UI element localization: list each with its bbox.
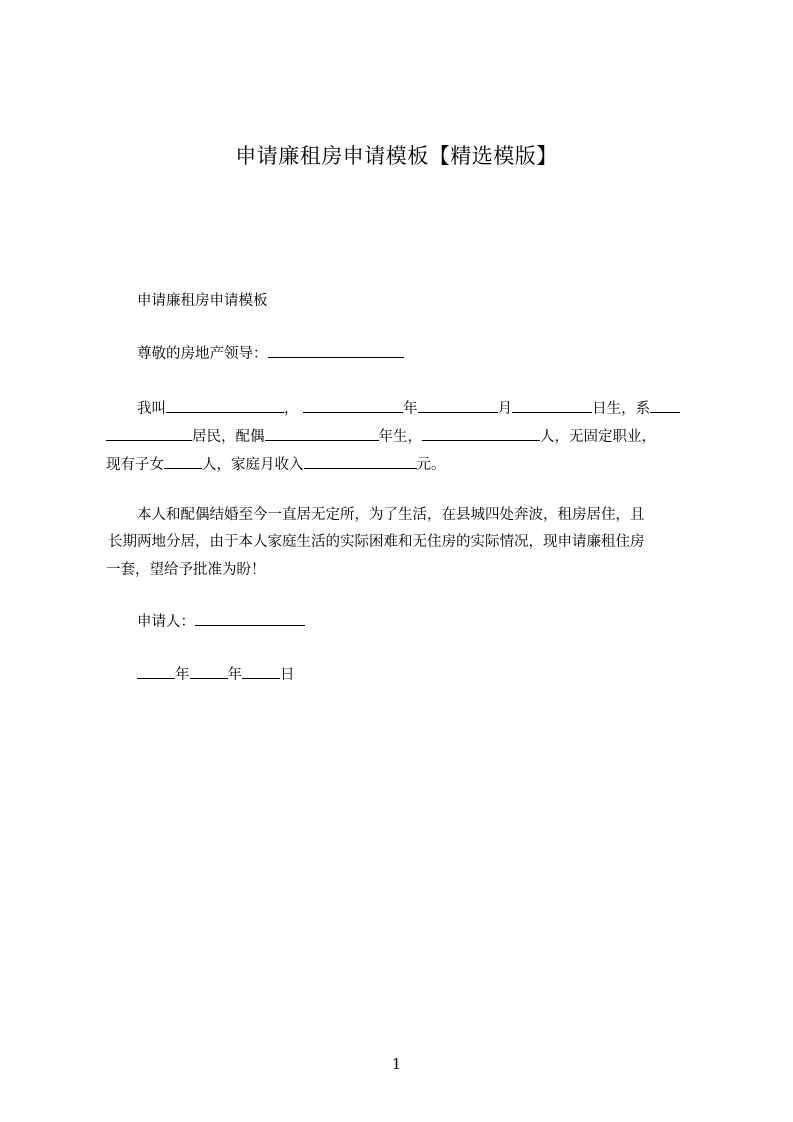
para1-text: 人，无固定职业， [540,429,656,445]
para1-text: 年 [403,401,418,417]
residence-blank-cont [106,426,192,441]
birth-day-blank [512,398,592,413]
spouse-birth-blank [422,426,540,441]
para1-text: 日生，系 [592,401,651,417]
day-label: 日 [280,667,295,683]
para1-text: 年生， [378,429,422,445]
month-label: 年 [227,667,242,683]
document-subtitle: 申请廉租房申请模板 [137,293,268,309]
para2-line2: 长期两地分居，由于本人家庭生活的实际困难和无住房的实际情况，现申请廉租住房 [108,534,645,550]
date-line [137,664,295,685]
document-title: 申请廉租房申请模板【精选模版】 [235,144,558,168]
page-number: 1 [391,1055,402,1073]
para2-line3: 一套，望给予批准为盼！ [106,562,266,578]
month-blank [190,664,228,679]
para1-line1 [137,398,680,419]
income-blank [304,454,417,469]
children-blank [164,454,202,469]
para1-text: 人，家庭月收入 [202,457,304,473]
birth-year-blank [303,398,403,413]
salutation-line [137,343,404,364]
para1-text: 我叫 [137,401,166,417]
year-blank [137,664,175,679]
name-blank [166,398,284,413]
para1-line2 [106,426,656,447]
applicant-blank [195,611,305,626]
applicant-line [137,611,305,632]
para1-text: 元。 [416,457,446,473]
para1-text: ， [284,401,299,417]
para2-line1: 本人和配偶结婚至今一直居无定所，为了生活，在县城四处奔波，租房居住，且 [137,507,645,523]
para1-line3 [106,454,446,475]
residence-blank [650,398,680,413]
birth-month-blank [418,398,498,413]
year-label: 年 [175,667,190,683]
day-blank [242,664,280,679]
recipient-blank [268,343,404,358]
para1-text: 现有子女 [106,457,164,473]
spouse-blank [265,426,379,441]
para1-text: 月 [497,401,513,417]
salutation-text: 尊敬的房地产领导： [137,346,268,362]
para1-text: 居民，配偶 [192,429,265,445]
applicant-label: 申请人： [137,614,195,630]
